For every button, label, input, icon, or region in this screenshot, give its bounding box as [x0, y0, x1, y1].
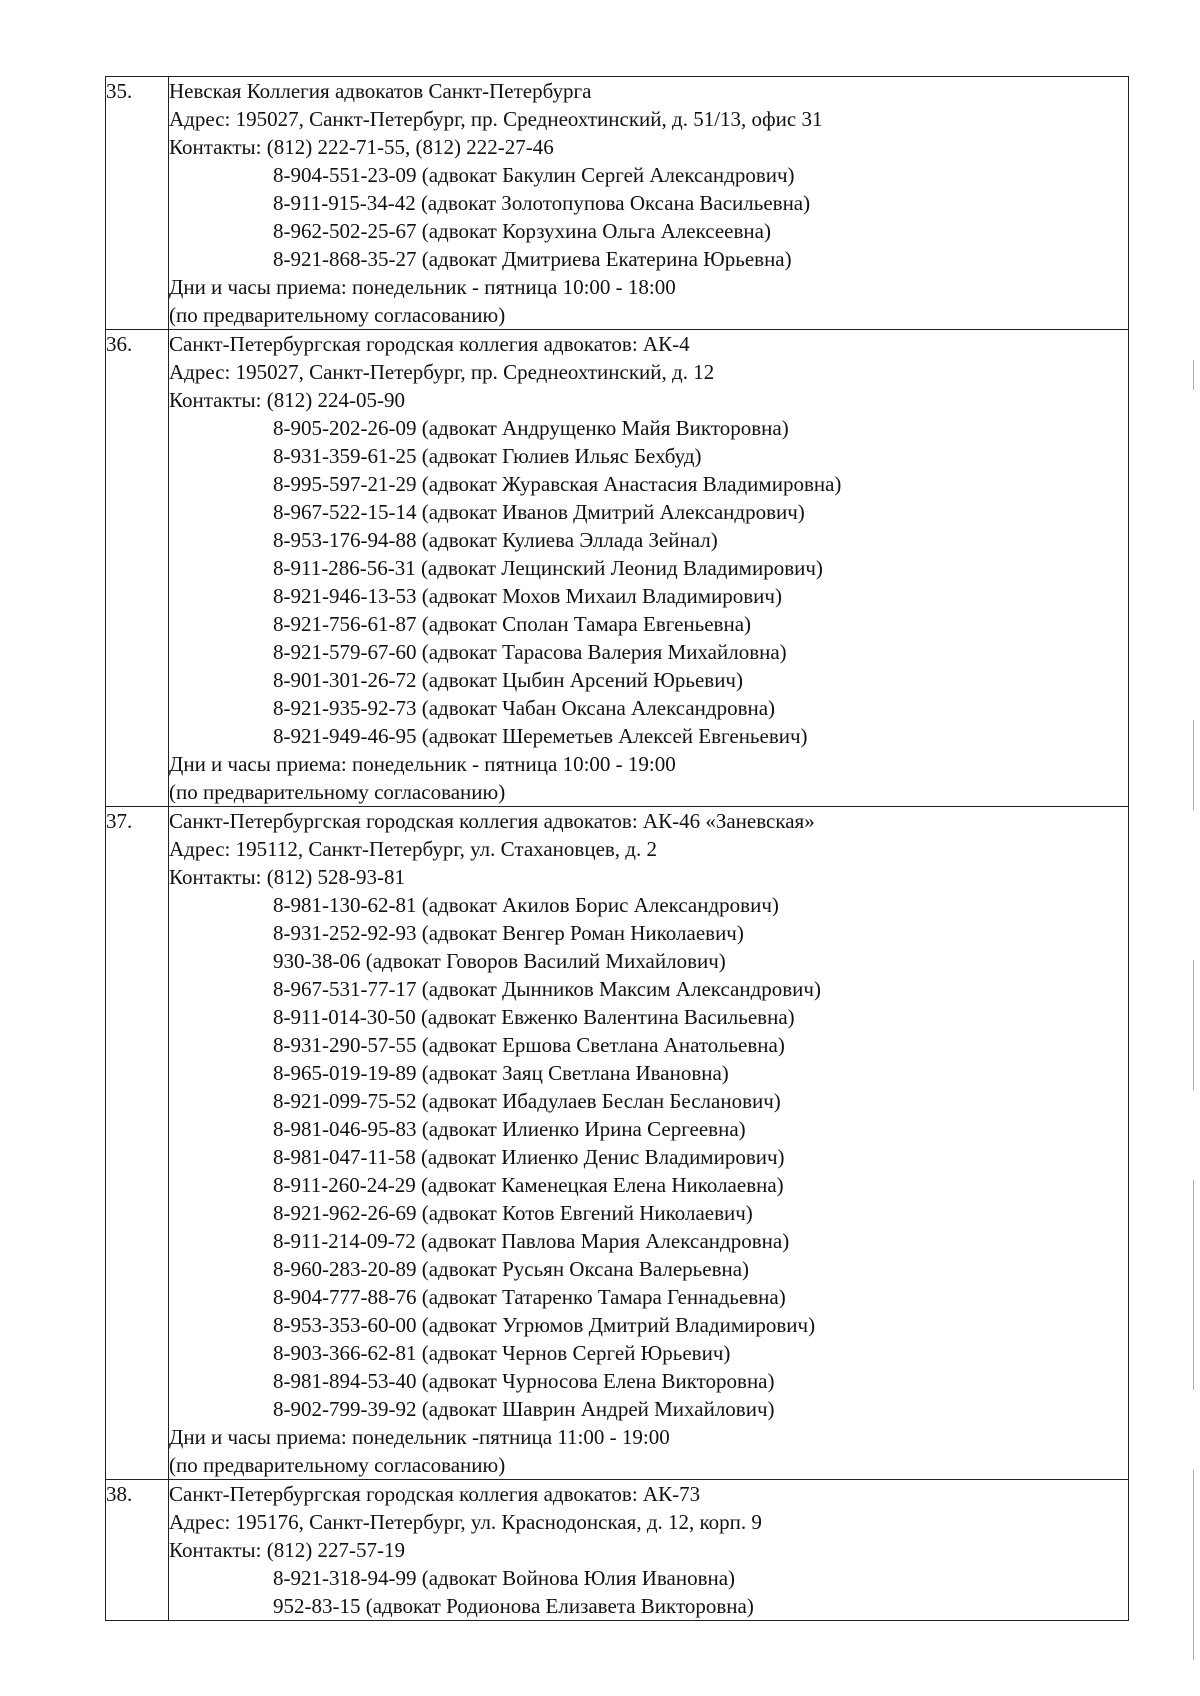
- lawyer-list: [169, 414, 1128, 750]
- lawyer-contact: 8-995-597-21-29 (адвокат Журавская Анастасия Владимировна): [273, 472, 842, 496]
- entry-details: [169, 807, 1129, 1480]
- organization-name: Санкт-Петербургская городская коллегия адвокатов: АК-4: [169, 332, 690, 356]
- lawyer-contact: 8-967-522-15-14 (адвокат Иванов Дмитрий Александрович): [273, 500, 805, 524]
- lawyer-contact: 8-953-353-60-00 (адвокат Угрюмов Дмитрий Владимирович): [273, 1313, 816, 1337]
- entry-details: [169, 1480, 1129, 1621]
- entry-row: [106, 1480, 1129, 1621]
- lawyer-contact: 8-931-290-57-55 (адвокат Ершова Светлана Анатольевна): [273, 1033, 785, 1057]
- entry-details: [169, 77, 1129, 330]
- lawyer-contact: 8-911-286-56-31 (адвокат Лещинский Леонид Владимирович): [273, 556, 823, 580]
- reception-note: (по предварительному согласованию): [169, 1453, 506, 1477]
- lawyer-contact: 8-905-202-26-09 (адвокат Андрущенко Майя Викторовна): [273, 416, 789, 440]
- organization-address: Адрес: 195027, Санкт-Петербург, пр. Среднеохтинский, д. 51/13, офис 31: [169, 107, 823, 131]
- organization-name: Санкт-Петербургская городская коллегия адвокатов: АК-46 «Заневская»: [169, 809, 815, 833]
- entry-row: [106, 330, 1129, 807]
- entry-number: 36.: [106, 330, 169, 807]
- scan-artifact: [1193, 1470, 1195, 1660]
- bar-associations-table: [105, 76, 1129, 1621]
- entry-row: [106, 77, 1129, 330]
- scan-artifact: [1193, 720, 1195, 810]
- lawyer-contact: 8-981-894-53-40 (адвокат Чурносова Елена Викторовна): [273, 1369, 775, 1393]
- reception-hours: Дни и часы приема: понедельник - пятница 10:00 - 18:00: [169, 275, 676, 299]
- lawyer-contact: 8-921-756-61-87 (адвокат Сполан Тамара Евгеньевна): [273, 612, 752, 636]
- lawyer-contact: 8-967-531-77-17 (адвокат Дынников Максим Александрович): [273, 977, 821, 1001]
- lawyer-contact: 8-902-799-39-92 (адвокат Шаврин Андрей Михайлович): [273, 1397, 775, 1421]
- lawyer-contact: 8-981-047-11-58 (адвокат Илиенко Денис Владимирович): [273, 1145, 785, 1169]
- organization-name: Санкт-Петербургская городская коллегия адвокатов: АК-73: [169, 1482, 701, 1506]
- lawyer-contact: 8-960-283-20-89 (адвокат Русьян Оксана Валерьевна): [273, 1257, 750, 1281]
- organization-address: Адрес: 195112, Санкт-Петербург, ул. Стахановцев, д. 2: [169, 837, 657, 861]
- lawyer-contact: 8-921-868-35-27 (адвокат Дмитриева Екатерина Юрьевна): [273, 247, 792, 271]
- lawyer-contact: 8-904-551-23-09 (адвокат Бакулин Сергей Александрович): [273, 163, 795, 187]
- lawyer-contact: 8-921-318-94-99 (адвокат Войнова Юлия Ивановна): [273, 1566, 736, 1590]
- lawyer-contact: 8-911-014-30-50 (адвокат Евженко Валентина Васильевна): [273, 1005, 795, 1029]
- organization-contacts: Контакты: (812) 227-57-19: [169, 1538, 405, 1562]
- scan-artifact: [1193, 360, 1195, 390]
- organization-name: Невская Коллегия адвокатов Санкт-Петербурга: [169, 79, 592, 103]
- lawyer-contact: 8-962-502-25-67 (адвокат Корзухина Ольга Алексеевна): [273, 219, 771, 243]
- lawyer-contact: 8-901-301-26-72 (адвокат Цыбин Арсений Юрьевич): [273, 668, 743, 692]
- lawyer-contact: 8-953-176-94-88 (адвокат Кулиева Эллада Зейнал): [273, 528, 718, 552]
- reception-note: (по предварительному согласованию): [169, 303, 506, 327]
- lawyer-contact: 8-904-777-88-76 (адвокат Татаренко Тамара Геннадьевна): [273, 1285, 786, 1309]
- lawyer-list: [169, 161, 1128, 273]
- lawyer-contact: 8-921-935-92-73 (адвокат Чабан Оксана Александровна): [273, 696, 776, 720]
- lawyer-contact: 8-921-946-13-53 (адвокат Мохов Михаил Владимирович): [273, 584, 782, 608]
- lawyer-contact: 8-903-366-62-81 (адвокат Чернов Сергей Юрьевич): [273, 1341, 731, 1365]
- lawyer-contact: 8-965-019-19-89 (адвокат Заяц Светлана Ивановна): [273, 1061, 729, 1085]
- organization-contacts: Контакты: (812) 222-71-55, (812) 222-27-46: [169, 135, 554, 159]
- entry-number: 38.: [106, 1480, 169, 1621]
- entry-number: 37.: [106, 807, 169, 1480]
- organization-contacts: Контакты: (812) 528-93-81: [169, 865, 405, 889]
- entry-details: [169, 330, 1129, 807]
- reception-note: (по предварительному согласованию): [169, 780, 506, 804]
- lawyer-contact: 8-911-260-24-29 (адвокат Каменецкая Елена Николаевна): [273, 1173, 784, 1197]
- lawyer-list: [169, 1564, 1128, 1620]
- scan-artifact: [1193, 960, 1195, 1090]
- reception-hours: Дни и часы приема: понедельник - пятница 10:00 - 19:00: [169, 752, 676, 776]
- lawyer-contact: 8-931-359-61-25 (адвокат Гюлиев Ильяс Бехбуд): [273, 444, 702, 468]
- organization-contacts: Контакты: (812) 224-05-90: [169, 388, 405, 412]
- lawyer-contact: 8-981-130-62-81 (адвокат Акилов Борис Александрович): [273, 893, 779, 917]
- lawyer-contact: 8-931-252-92-93 (адвокат Венгер Роман Николаевич): [273, 921, 744, 945]
- lawyer-list: [169, 891, 1128, 1423]
- entry-row: [106, 807, 1129, 1480]
- lawyer-contact: 8-911-915-34-42 (адвокат Золотопупова Оксана Васильевна): [273, 191, 811, 215]
- lawyer-contact: 8-921-949-46-95 (адвокат Шереметьев Алексей Евгеньевич): [273, 724, 808, 748]
- organization-address: Адрес: 195027, Санкт-Петербург, пр. Среднеохтинский, д. 12: [169, 360, 715, 384]
- lawyer-contact: 8-921-579-67-60 (адвокат Тарасова Валерия Михайловна): [273, 640, 787, 664]
- lawyer-contact: 8-921-962-26-69 (адвокат Котов Евгений Николаевич): [273, 1201, 753, 1225]
- lawyer-contact: 952-83-15 (адвокат Родионова Елизавета Викторовна): [273, 1594, 754, 1618]
- lawyer-contact: 8-981-046-95-83 (адвокат Илиенко Ирина Сергеевна): [273, 1117, 746, 1141]
- entry-number: 35.: [106, 77, 169, 330]
- organization-address: Адрес: 195176, Санкт-Петербург, ул. Краснодонская, д. 12, корп. 9: [169, 1510, 762, 1534]
- reception-hours: Дни и часы приема: понедельник -пятница 11:00 - 19:00: [169, 1425, 670, 1449]
- lawyer-contact: 8-921-099-75-52 (адвокат Ибадулаев Беслан Бесланович): [273, 1089, 781, 1113]
- lawyer-contact: 930-38-06 (адвокат Говоров Василий Михайлович): [273, 949, 726, 973]
- scan-artifact: [1193, 1180, 1195, 1390]
- lawyer-contact: 8-911-214-09-72 (адвокат Павлова Мария Александровна): [273, 1229, 790, 1253]
